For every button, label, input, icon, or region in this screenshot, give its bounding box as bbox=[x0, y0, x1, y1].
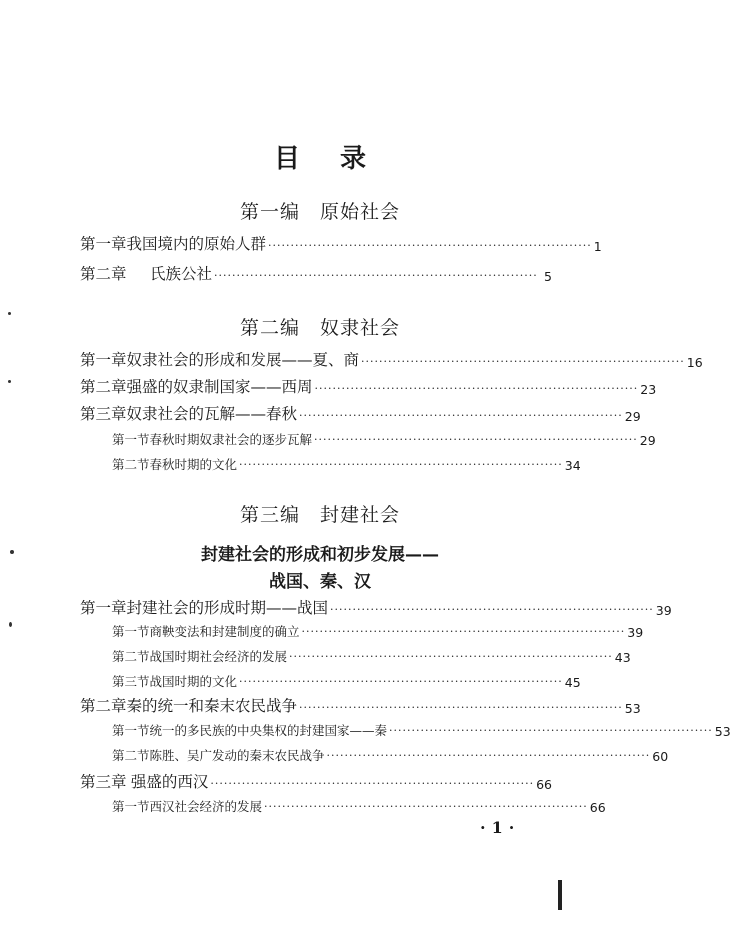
chapter-title: 强盛的奴隶制国家——西周 bbox=[126, 378, 313, 396]
page-ref: 66 bbox=[589, 800, 606, 815]
dot-leader: ········································································ bbox=[214, 269, 538, 282]
part-heading-2 bbox=[0, 313, 640, 340]
toc-section-entry[interactable] bbox=[112, 647, 631, 665]
chapter-title: 我国境内的原始人群 bbox=[126, 235, 267, 253]
scan-speck bbox=[8, 380, 11, 383]
dot-leader: ········································································ bbox=[239, 458, 563, 471]
page-ref: 66 bbox=[536, 777, 552, 792]
section-title: 陈胜、吴广发动的秦末农民战争 bbox=[149, 748, 325, 763]
dot-leader: ········································································ bbox=[299, 409, 623, 422]
page-ref: 29 bbox=[624, 409, 641, 424]
page-ref: 34 bbox=[564, 458, 581, 473]
dot-leader: ········································································ bbox=[264, 800, 588, 813]
toc-entry[interactable] bbox=[80, 375, 657, 397]
chapter-label: 第一章 bbox=[80, 235, 127, 253]
part-subheading-line1: 封建社会的形成和初步发展—— bbox=[201, 545, 439, 565]
chapter-title: 氏族公社 bbox=[150, 265, 213, 283]
section-label: 第一节 bbox=[112, 799, 150, 814]
toc-section-entry[interactable] bbox=[112, 672, 581, 690]
chapter-title: 秦的统一和秦末农民战争 bbox=[126, 697, 298, 715]
dot-leader: ········································································ bbox=[301, 625, 626, 638]
dot-leader: ········································································ bbox=[239, 675, 563, 688]
part-name: 封建社会 bbox=[320, 504, 401, 526]
toc-entry[interactable] bbox=[80, 348, 703, 370]
section-label: 第三节 bbox=[112, 674, 150, 689]
page-ref: 43 bbox=[614, 650, 631, 665]
chapter-label: 第三章 bbox=[80, 405, 127, 423]
page-ref: 39 bbox=[627, 625, 644, 640]
page-ref: 53 bbox=[624, 701, 641, 716]
part-heading-3 bbox=[0, 500, 640, 527]
toc-section-entry[interactable] bbox=[112, 746, 669, 764]
dot-leader: ········································································ bbox=[314, 382, 639, 395]
part-heading-1 bbox=[0, 197, 640, 224]
toc-section-entry[interactable] bbox=[112, 455, 581, 473]
chapter-title: 奴隶社会的瓦解——春秋 bbox=[126, 405, 298, 423]
chapter-title: 奴隶社会的形成和发展——夏、商 bbox=[126, 351, 360, 369]
dot-leader: ········································································ bbox=[268, 239, 592, 252]
dot-leader: ········································································ bbox=[330, 603, 654, 616]
chapter-label: 第二章 bbox=[80, 378, 127, 396]
toc-entry[interactable] bbox=[80, 694, 641, 716]
section-label: 第二节 bbox=[112, 748, 150, 763]
section-label: 第一节 bbox=[112, 432, 150, 447]
section-label: 第一节 bbox=[112, 723, 150, 738]
page-ref: 29 bbox=[639, 433, 656, 448]
dot-leader: ········································································ bbox=[361, 355, 685, 368]
dot-leader: ········································································ bbox=[289, 650, 613, 663]
chapter-label: 第一章 bbox=[80, 599, 127, 617]
chapter-label: 第二章 bbox=[80, 697, 127, 715]
page-title: 目录 bbox=[273, 144, 406, 174]
chapter-title: 封建社会的形成时期——战国 bbox=[126, 599, 329, 617]
part-name: 奴隶社会 bbox=[320, 317, 401, 339]
section-title: 战国时期社会经济的发展 bbox=[149, 649, 288, 664]
part-subheading-line2: 战国、秦、汉 bbox=[269, 572, 371, 592]
section-label: 第一节 bbox=[112, 624, 150, 639]
scan-speck bbox=[9, 622, 12, 627]
toc-section-entry[interactable] bbox=[112, 430, 656, 448]
page-ref: 60 bbox=[652, 749, 669, 764]
part-label: 第三编 bbox=[239, 504, 300, 526]
dot-leader: ········································································ bbox=[389, 724, 713, 737]
toc-entry[interactable] bbox=[80, 232, 602, 254]
part-label: 第一编 bbox=[239, 201, 300, 223]
toc-entry[interactable] bbox=[80, 262, 552, 284]
part-label: 第二编 bbox=[239, 317, 300, 339]
section-title: 春秋时期的文化 bbox=[149, 457, 238, 472]
page-ref: 53 bbox=[714, 724, 731, 739]
scan-speck bbox=[10, 550, 14, 554]
toc-section-entry[interactable] bbox=[112, 797, 606, 815]
scan-edge-mark bbox=[558, 880, 562, 910]
section-title: 统一的多民族的中央集权的封建国家——秦 bbox=[149, 723, 388, 738]
chapter-label: 第三章 bbox=[80, 773, 127, 791]
toc-section-entry[interactable] bbox=[112, 721, 731, 739]
section-title: 战国时期的文化 bbox=[149, 674, 238, 689]
page-ref: 45 bbox=[564, 675, 581, 690]
chapter-label: 第二章 bbox=[80, 265, 127, 283]
part-name: 原始社会 bbox=[320, 201, 401, 223]
page-ref: 1 bbox=[593, 239, 602, 254]
toc-entry[interactable] bbox=[80, 402, 641, 424]
dot-leader: ········································································ bbox=[299, 701, 623, 714]
dot-leader: ········································································ bbox=[326, 749, 651, 762]
toc-section-entry[interactable] bbox=[112, 622, 644, 640]
section-title: 商鞅变法和封建制度的确立 bbox=[149, 624, 300, 639]
dot-leader: ········································································ bbox=[210, 777, 535, 790]
page-ref: 5 bbox=[544, 269, 552, 284]
chapter-label: 第一章 bbox=[80, 351, 127, 369]
page-ref: 23 bbox=[640, 382, 657, 397]
page-ref: 16 bbox=[686, 355, 703, 370]
dot-leader: ········································································ bbox=[314, 433, 638, 446]
toc-entry[interactable] bbox=[80, 770, 552, 792]
page-ref: 39 bbox=[655, 603, 672, 618]
section-title: 春秋时期奴隶社会的逐步瓦解 bbox=[149, 432, 313, 447]
page-number: ·1· bbox=[480, 818, 521, 837]
section-label: 第二节 bbox=[112, 457, 150, 472]
scan-speck bbox=[8, 312, 11, 315]
section-title: 西汉社会经济的发展 bbox=[149, 799, 263, 814]
section-label: 第二节 bbox=[112, 649, 150, 664]
toc-entry[interactable] bbox=[80, 596, 672, 618]
chapter-title: 强盛的西汉 bbox=[130, 773, 209, 791]
